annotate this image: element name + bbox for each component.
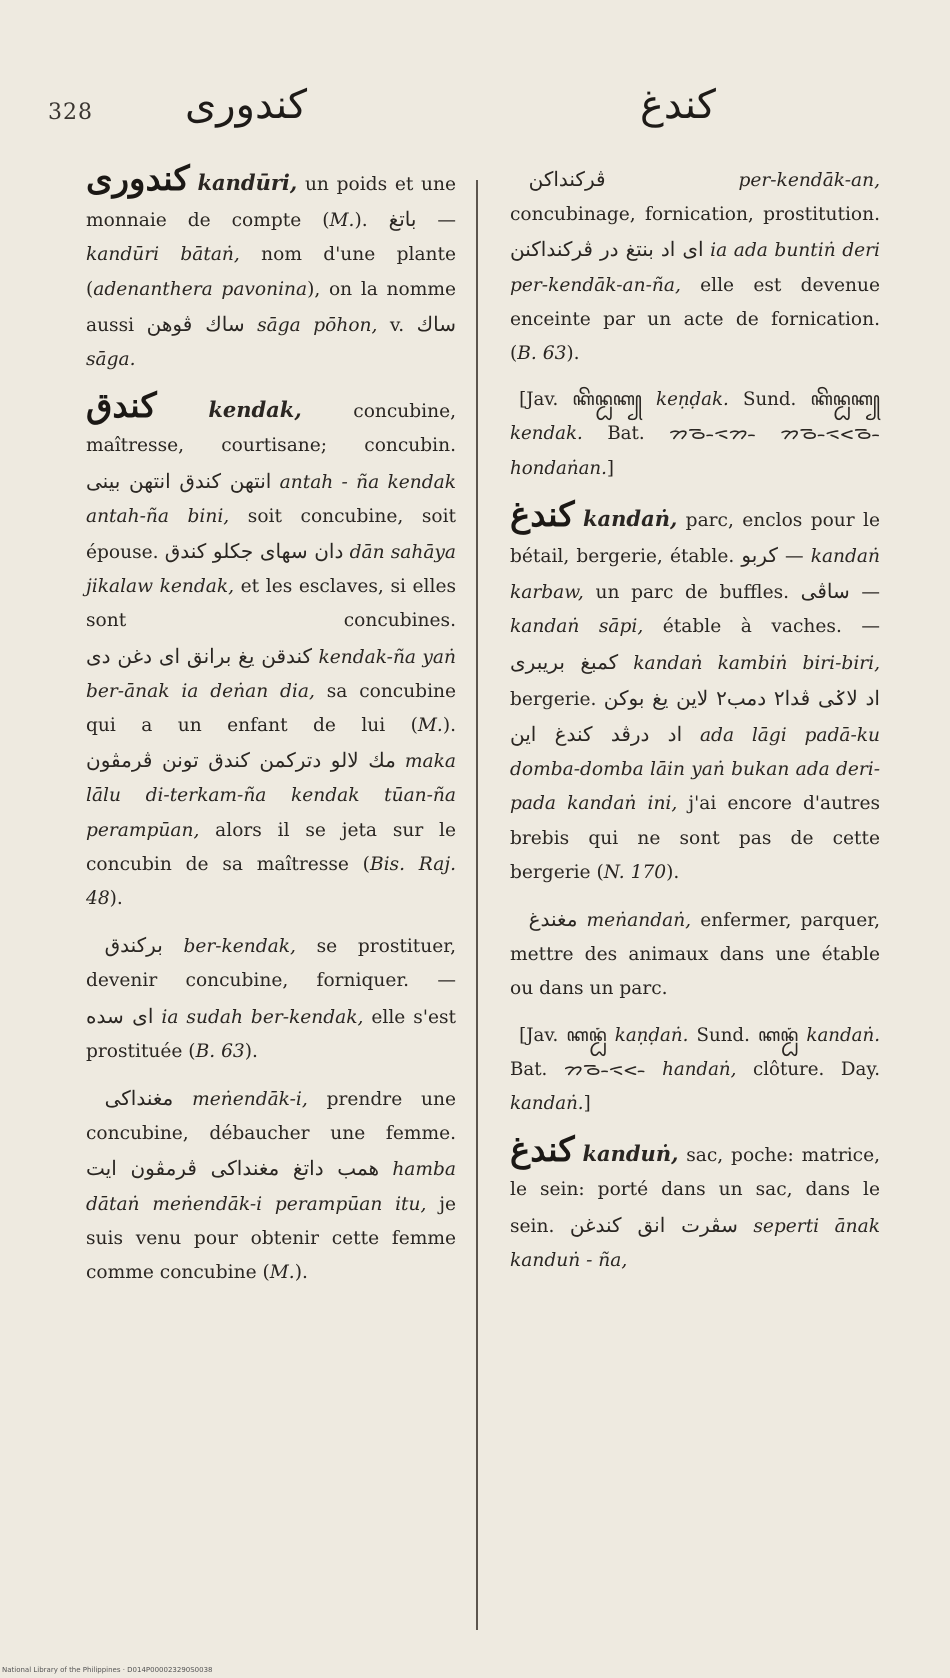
transliteration: kandaṅ karbaw, (510, 546, 880, 604)
entry-kendak (86, 386, 457, 916)
definition-text: ). (244, 1040, 258, 1062)
subentry-arabic: برکندق (104, 933, 163, 958)
batak-script: ᯂᯉ᯳ᯑᯂ᯳ ᯂᯉ᯳ᯑᯝᯉ᯳ (669, 423, 880, 445)
transliteration: kaṇḍaṅ. (614, 1024, 689, 1046)
left-column (86, 159, 457, 1302)
definition-text: ). (109, 888, 123, 910)
cognate-text: Bat. (510, 1058, 564, 1080)
transliteration: antah - ña kendak antah-ña bini, (86, 471, 457, 527)
subentry-arabic: مغندغ (528, 907, 578, 932)
arabic-phrase: مك لالو دترکمن کندق تونن ڤرمڤون (86, 748, 396, 773)
definition-text: se prostituer, devenir concubine, forniquer. — (86, 936, 456, 992)
arabic-phrase: ای اد بنتغ در ڤرکنداکنن (510, 237, 704, 262)
definition-text: — (416, 210, 456, 232)
arabic-phrase: ساك (416, 311, 456, 336)
running-head-left: کندوری (185, 82, 308, 128)
definition-text: — (777, 546, 811, 568)
source-ref: Bis. Raj. 48 (86, 853, 456, 910)
source-ref: M. (417, 715, 443, 737)
definition-text: v. (377, 314, 417, 336)
scan-footer: National Library of the Philippines · D014P000023290S0038 (2, 1666, 213, 1674)
cognate-text: Sund. (688, 1024, 759, 1046)
definition-text: parc, enclos pour le bétail, bergerie, étable. (510, 509, 880, 568)
definition-text: prendre une concubine, débaucher une femme. (86, 1089, 456, 1145)
arabic-phrase: ای سده (86, 1003, 154, 1028)
definition-text: j'ai encore d'autres brebis qui ne sont pas de cette bergerie ( (510, 793, 880, 883)
definition-text: je suis venu pour obtenir cette femme comme concubine ( (86, 1193, 456, 1284)
subentry-arabic: مغنداکی (104, 1086, 174, 1111)
transliteration: kandaṅ. (510, 1093, 584, 1115)
headword-roman: kandūri, (197, 170, 298, 195)
transliteration: ada lāgi padā-ku domba-domba lāin yaṅ bukan ada deri-pada kandaṅ ini, (510, 725, 880, 815)
arabic-phrase: اد لاݢی ڤدا۲ دمب۲ لاین یغ بوکن اد درڤد کندغ این (510, 685, 880, 747)
batak-script: ᯂᯉ᯳ᯑᯝ᯳ (563, 1058, 646, 1080)
cognate-text: [Jav. (519, 389, 573, 411)
arabic-phrase: همب داتغ مغنداکی ڤرمڤون ایت (86, 1156, 380, 1181)
transliteration: keṇḍak. (656, 389, 729, 411)
cognate-text: ] (606, 457, 615, 479)
definition-text: un parc de buffles. (583, 582, 801, 604)
definition-text: ). (666, 861, 680, 883)
source-ref: N. 170 (603, 861, 667, 883)
transliteration: kandaṅ sāpi, (510, 616, 644, 638)
entry-mengandang (510, 902, 880, 1007)
definition-text: et les esclaves, si elles sont concubines. (86, 576, 456, 632)
transliteration: meṅandaṅ, (586, 910, 692, 932)
cognate-text: Bat. (582, 423, 670, 445)
javanese-script: ꦏꦤ꧀ꦝꦁ (566, 1024, 607, 1046)
headword-arabic: کندوری (86, 159, 190, 199)
entry-per-kendakan (510, 162, 880, 371)
transliteration: meṅendāk-i, (192, 1089, 308, 1111)
definition-text: — (849, 582, 880, 604)
definition-text: alors il se jeta sur le concubin de sa maîtresse ( (86, 819, 456, 875)
headword-roman: kendak, (208, 397, 302, 423)
definition-text: elle est devenue enceinte par un acte de fornication. ( (510, 274, 880, 365)
transliteration: hondaṅan. (510, 457, 607, 479)
transliteration: sāga pōhon, (257, 314, 378, 336)
arabic-phrase: کندقن یغ برانق ای دغن دی (86, 643, 313, 668)
botanical-name: adenanthera pavonina (93, 278, 308, 300)
source-ref: B. 63 (195, 1040, 245, 1062)
headword-arabic: کندغ (510, 1130, 575, 1171)
definition-text: sa concubine qui a un enfant de lui ( (86, 680, 457, 737)
cognate-text: clôture. Day. (736, 1058, 880, 1080)
definition-text: ), on la nomme aussi (86, 278, 456, 336)
source-ref: M. (269, 1262, 295, 1284)
transliteration: kandaṅ. (806, 1024, 880, 1046)
transliteration: seperti ānak kanduṅ - ña, (510, 1215, 880, 1271)
definition-text: elle s'est prostituée ( (86, 1006, 456, 1062)
arabic-phrase: سڤرت انق کندغن (569, 1212, 738, 1237)
javanese-script: ꦏꦼꦤ꧀ꦝꦏ꧀ (572, 389, 642, 411)
transliteration: kendak-ña yaṅ ber-ānak ia deṅan dia, (86, 646, 456, 702)
transliteration: ber-kendak, (183, 936, 296, 958)
definition-text: ). (294, 1262, 308, 1284)
headword-roman: kandaṅ, (582, 505, 678, 531)
running-head-right: کندغ (640, 82, 716, 128)
transliteration: maka lālu di-terkam-ña kendak tūan-ña perampūan, (86, 751, 456, 841)
cognates-kandang (510, 1019, 880, 1122)
transliteration: dān sahāya jikalaw kendak, (86, 542, 456, 598)
page-number: 328 (48, 100, 93, 125)
definition-text: soit concubine, soit épouse. (86, 505, 456, 564)
definition-text: ). (442, 715, 456, 737)
arabic-phrase: ساڤی (800, 579, 850, 604)
cognates-kendak (510, 383, 880, 486)
arabic-phrase: باتغ (388, 207, 417, 232)
cognate-text: [Jav. (519, 1024, 567, 1046)
arabic-phrase: کمبغ بریبری (510, 649, 619, 674)
arabic-phrase: کربو (741, 543, 778, 568)
arabic-phrase: ساك ڤوهن (146, 311, 245, 336)
sundanese-script: ꦏꦼꦤ꧀ꦝꦏ꧀ (810, 389, 880, 411)
headword-arabic: کندغ (510, 494, 575, 535)
arabic-phrase: دان سهای جکلو کندق (164, 539, 344, 564)
subentry-arabic: ڤرکنداکن (528, 167, 606, 191)
definition-text: bergerie. (510, 688, 604, 710)
transliteration: handaṅ, (662, 1058, 737, 1080)
transliteration: kandaṅ kambiṅ biri-biri, (633, 652, 881, 674)
entry-mengendaki (86, 1081, 456, 1290)
transliteration: kendak. (510, 423, 583, 445)
definition-text: étable à vaches. — (643, 616, 881, 638)
headword-arabic: کندق (86, 386, 157, 427)
transliteration: sāga. (86, 349, 136, 371)
cognate-text: ] (583, 1093, 591, 1115)
definition-text: sac, poche: matrice, le sein: porté dans un sac, dans le sein. (510, 1145, 880, 1237)
definition-text: concubine, maîtresse, courtisane; concubin. (86, 401, 456, 457)
transliteration: ia ada buntiṅ deri per-kendāk-an-ña, (510, 240, 880, 296)
definition-text: ). (354, 210, 389, 232)
source-ref: B. 63 (517, 343, 567, 365)
sundanese-script: ꦏꦤ꧀ꦝꦁ (758, 1024, 799, 1046)
transliteration: ia sudah ber-kendak, (161, 1006, 364, 1028)
definition-text: ). (566, 343, 580, 365)
column-divider (476, 180, 478, 1630)
definition-text: un poids et une monnaie de compte ( (86, 174, 456, 232)
cognate-text: Sund. (728, 389, 811, 411)
right-column (510, 162, 880, 1290)
entry-kanduri (86, 159, 456, 377)
transliteration: hamba dātaṅ meṅendāk-i perampūan itu, (86, 1159, 456, 1215)
entry-kandang (510, 494, 881, 890)
source-ref: M. (329, 210, 355, 232)
entry-kandung (510, 1130, 880, 1278)
definition-text: enfermer, parquer, mettre des animaux dans une étable ou dans un parc. (510, 910, 880, 1000)
headword-roman: kanduṅ, (582, 1141, 679, 1167)
arabic-phrase: انتهن کندق انتهن بینی (86, 468, 272, 493)
definition-text: concubinage, fornication, prostitution. (510, 204, 880, 226)
transliteration: per-kendāk-an, (738, 170, 880, 191)
transliteration: kandūri bātaṅ, (86, 244, 240, 266)
entry-ber-kendak (86, 928, 456, 1069)
definition-text: nom d'une plante ( (86, 244, 456, 300)
